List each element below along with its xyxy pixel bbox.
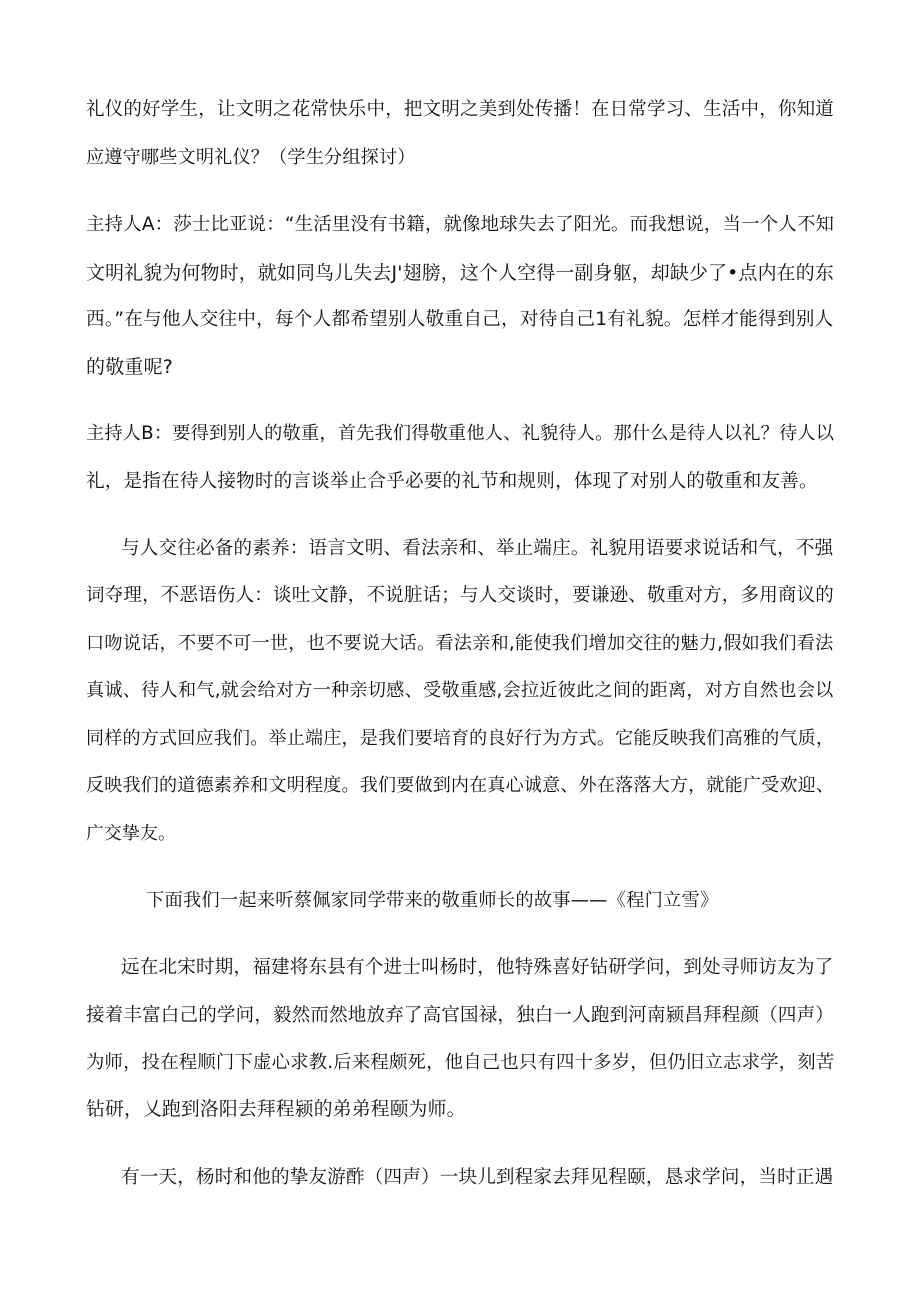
text-line: 文明礼貌为何物时，就如同鸟儿失去J'翅膀，这个人空得一副身躯，却缺少了•点内在的东 bbox=[86, 262, 834, 284]
text-line: 西。”在与他人交往中，每个人都希望别人敬重自己，对待自己1有礼貌。怎样才能得到别人 bbox=[86, 309, 834, 330]
text-line: 应遵守哪些文明礼仪？（学生分组探讨） bbox=[86, 147, 416, 168]
text-line: 反映我们的道德素养和文明程度。我们要做到内在真心诚意、外在落落大方，就能广受欢迎、 bbox=[86, 775, 835, 796]
text-line: 有一天，杨时和他的挚友游酢（四声）一块儿到程家去拜见程颐，恳求学问，当时正遇 bbox=[121, 1167, 834, 1188]
text-line: 与人交往必备的素养：语言文明、看法亲和、举止端庄。礼貌用语要求说话和气，不强 bbox=[121, 538, 834, 559]
text-line: 礼，是指在待人接物时的言谈举止合乎必要的礼节和规则，体现了对别人的敬重和友善。 bbox=[86, 471, 818, 492]
text-line: 接着丰富白己的学问，毅然而然地放弃了高官国禄，独白一人跑到河南颍昌拜程颜（四声） bbox=[86, 1005, 835, 1026]
text-line: 主持人A：莎士比亚说：“生活里没有书籍，就像地球失去了阳光。而我想说，当一个人不知 bbox=[86, 214, 835, 235]
text-line: 的敬重呢? bbox=[86, 356, 174, 378]
text-line: 下面我们一起来听蔡佩家同学带来的敬重师长的故事——《程门立雪》 bbox=[146, 890, 719, 911]
text-line: 钻研，乂跑到洛阳去拜程颍的弟弟程颐为师。 bbox=[86, 1099, 466, 1120]
text-line: 为师，投在程顺门下虚心求教.后来程颇死，他自己也只有四十多岁，但仍旧立志求学，刻苦 bbox=[86, 1052, 835, 1073]
text-line: 同样的方式回应我们。举止端庄，是我们要培育的良好行为方式。它能反映我们高雅的气质， bbox=[86, 728, 835, 749]
text-line: 词夺理，不恶语伤人：谈吐文静，不说脏话；与人交谈时，要谦逊、敬重对方，多用商议的 bbox=[86, 585, 835, 606]
text-line: 远在北宋时期，福建将东县有个进士叫杨时，他特殊喜好钻研学问，到处寻师访友为了 bbox=[121, 957, 834, 978]
text-line: 广交挚友。 bbox=[86, 823, 176, 844]
text-line: 礼仪的好学生，让文明之花常快乐中，把文明之美到处传播！在日常学习、生活中，你知道 bbox=[86, 99, 835, 120]
text-line: 真诚、待人和气,就会给对方一种亲切感、受敬重感,会拉近彼此之间的距离，对方自然也会以 bbox=[86, 680, 834, 701]
text-line: 口吻说话，不要不可一世，也不要说大话。看法亲和,能使我们增加交往的魅力,假如我们看法 bbox=[86, 633, 834, 654]
text-line: 主持人B：要得到别人的敬重，首先我们得敬重他人、礼貌待人。那什么是待人以礼？待人以 bbox=[86, 423, 835, 444]
